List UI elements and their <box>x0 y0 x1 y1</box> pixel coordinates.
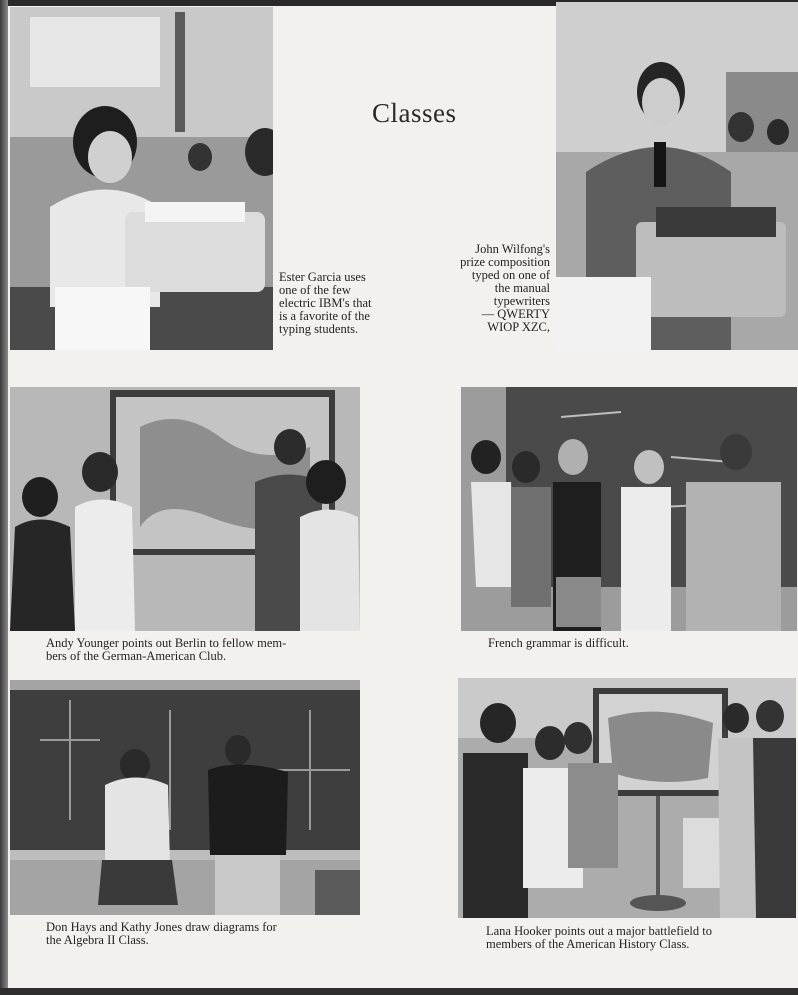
caption-line: typewriters <box>493 294 550 308</box>
caption-line: WIOP XZC, <box>487 320 550 334</box>
german-club-photo <box>10 387 360 631</box>
caption-line: Lana Hooker points out a major battlefield to <box>486 924 712 938</box>
caption-line: bers of the German-American Club. <box>46 649 227 663</box>
caption-line: Ester Garcia uses <box>279 270 366 284</box>
typing-class-photo <box>10 7 273 350</box>
caption-line: Andy Younger points out Berlin to fellow mem- <box>46 636 287 650</box>
french-caption: French grammar is difficult. <box>488 636 629 650</box>
french-class-photo <box>461 387 797 631</box>
caption-line: the Algebra II Class. <box>46 933 149 947</box>
manual-typewriter-photo <box>556 2 798 350</box>
caption-line: is a favorite of the <box>279 309 370 323</box>
page-edge-bottom <box>0 988 798 995</box>
caption-line: Don Hays and Kathy Jones draw diagrams for <box>46 920 277 934</box>
typing-left-caption <box>279 271 372 336</box>
caption-line: electric IBM's that <box>279 296 372 310</box>
caption-line: one of the few <box>279 283 351 297</box>
caption-line: John Wilfong's <box>475 242 550 256</box>
typing-right-caption <box>420 243 550 334</box>
history-caption <box>486 925 712 951</box>
algebra-class-photo <box>10 680 360 915</box>
caption-line: typed on one of <box>471 268 550 282</box>
caption-line: members of the American History Class. <box>486 937 690 951</box>
history-class-photo <box>458 678 796 918</box>
caption-line: typing students. <box>279 322 359 336</box>
page-title: Classes <box>372 98 457 128</box>
german-club-caption <box>46 637 286 663</box>
caption-line: — QWERTY <box>481 307 550 321</box>
algebra-caption <box>46 921 277 947</box>
caption-line: the manual <box>494 281 550 295</box>
caption-line: prize composition <box>460 255 550 269</box>
page-binding-edge <box>0 0 8 995</box>
